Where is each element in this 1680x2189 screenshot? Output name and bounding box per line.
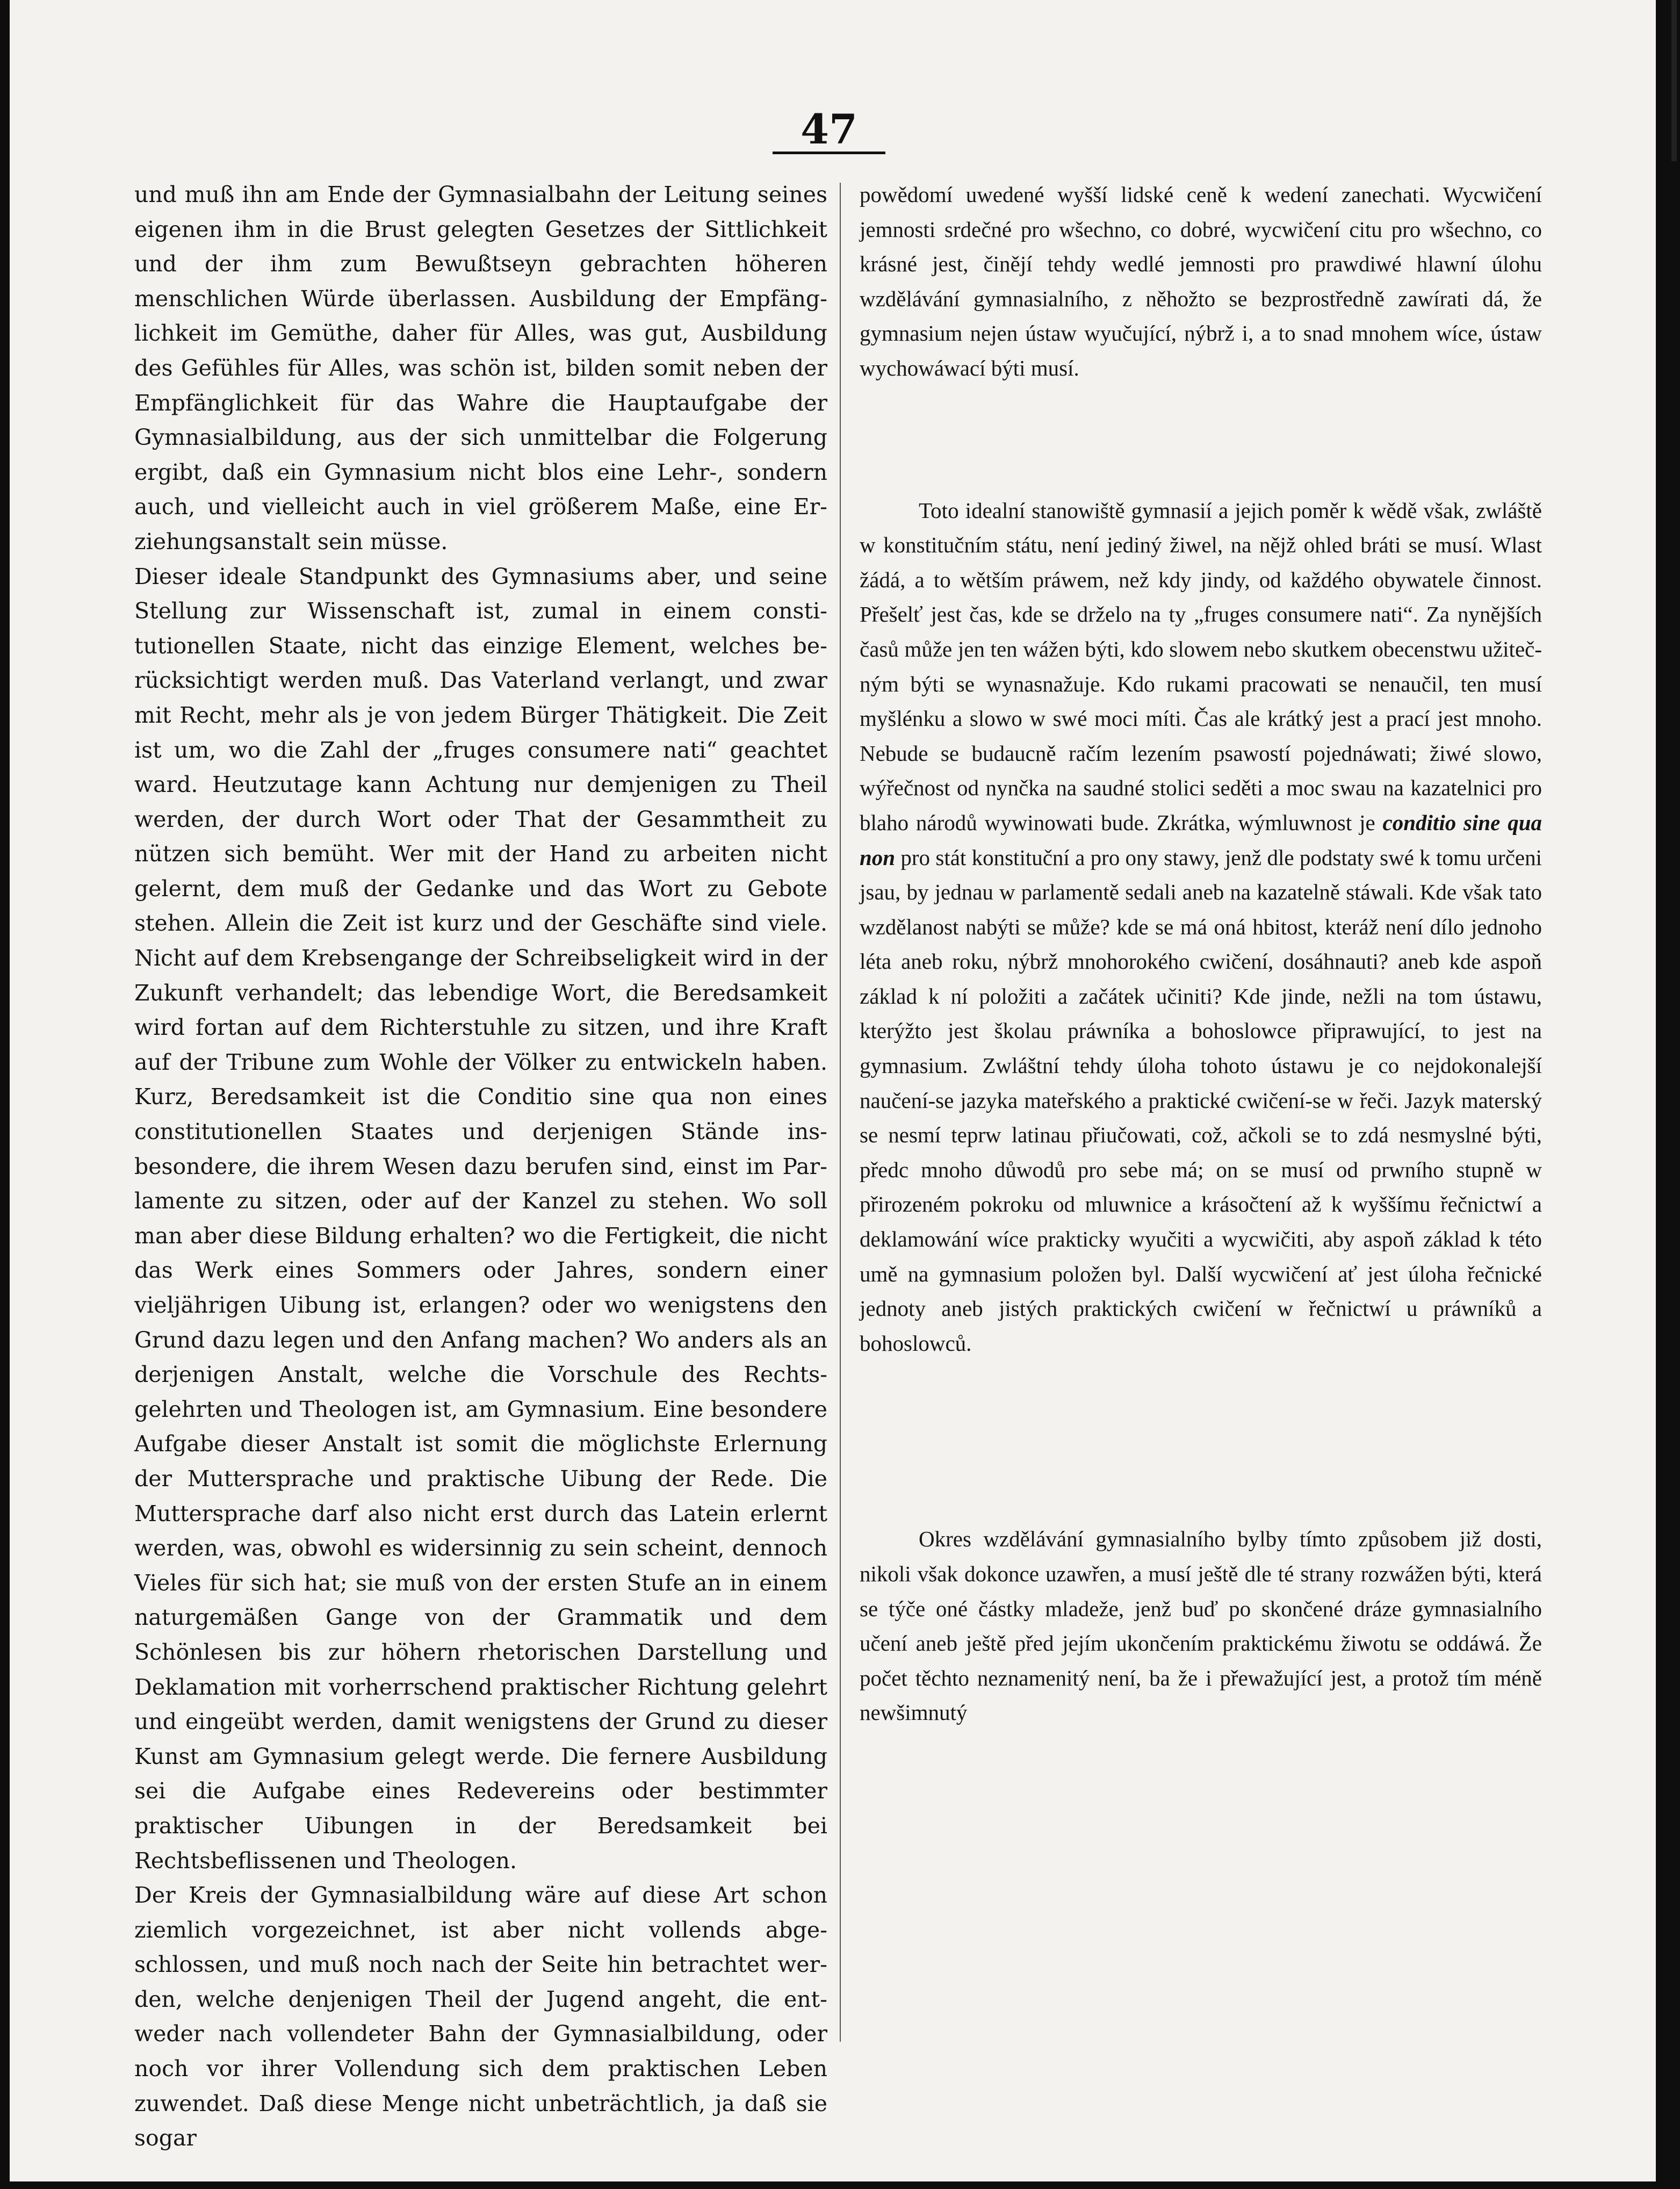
- czech-paragraph-2-part-a: Toto idealní stanowiště gymnasií a jejich poměr k wědě však, zwláště w konstitučním státu, není jediný žiwel, na nějž ohled bráti se musí. Wlast žádá, a to wětším práwem, než kdy jindy, od každého obywatele činnost. Přešelť jest čas, kde se drželo na ty „fruges consumere nati“. Za nynějších časů může jen ten wážen býti, kdo slowem nebo skutkem obecenstwu užitečným býti se wynasnažuje. Kdo rukami pracowati se nenaučil, ten musí myšlénku a slowo w swé moci míti. Čas ale krátký jest a prací jest mnoho. Nebude se budaucně račím lezením psawostí pojednáwati; žiwé slowo, wýřečnost od nynčka na saudné stolici seděti a moc swau na kazatelnici pro blaho národů wywinowati bude. Zkrátka, wýmluwnost je: [860, 498, 1542, 835]
- left-column-german: [134, 177, 827, 2156]
- czech-paragraph-2-part-b: pro stát konstituční a pro ony stawy, jenž dle podstaty swé k tomu určeni jsau, by jednau w parlamentě sedali aneb na kazatelně stáwali. Kde však tato wzdělanost nabýti se může? kde se má oná hbitost, kteráž není dílo jednoho léta aneb roku, nýbrž mnohorokého cwičení, dosáhnauti? aneb kde aspoň základ k ní položiti a začátek učiniti? Kde jinde, nežli na tom ústawu, kterýžto jest školau práwníka a bohoslowce připrawující, to jest na gymnasium. Zwláštní tehdy úloha tohoto ústawu je co nejdokonalejší naučení-se jazyka mateřského a praktické cwičení-se w řeči. Jazyk materský se nesmí teprw latinau přiučowati, což, ačkoli se to zdá nesmyslné býti, předc mnoho důwodů pro sebe má; on se musí od prwního stupně w přirozeném pokroku od mluwnice a krásočtení až k wyššímu řečnictwí a deklamowání wíce prakticky wyučiti a wycwičiti, aby aspoň základ k této umě na gymnasium položen byl. Další wycwičení ať jest úloha řečnické jednoty aneb jistých praktických cwičení w řečnictwí u práwníků a bohoslowců.: [860, 845, 1542, 1356]
- czech-paragraph-3: Okres wzdělávání gymnasialního bylby tímto způsobem již dosti, nikoli však dokonce uzawřen, a musí ještě dle té strany rozwážen býti, která se týče oné částky mladeže, jenž buď po skončené dráze gymnasialního učení aneb ještě před jejím ukončením praktickému žiwotu se oddáwá. Že počet těchto neznamenitý není, ba že i přewažující jest, a protož tím méně newšimnutý: [860, 1526, 1542, 1725]
- page-sheet: [10, 0, 1656, 2181]
- german-paragraph-2: Dieser ideale Standpunkt des Gymnasiums aber, und seine Stellung zur Wissenschaft ist, zumal in einem constitutionellen Staate, nicht das einzige Element, welches berücksichtigt werden muß. Das Vaterland verlangt, und zwar mit Recht, mehr als je von jedem Bürger Thätigkeit. Die Zeit ist um, wo die Zahl der „fruges consumere nati“ geachtet ward. Heutzutage kann Achtung nur demjenigen zu Theil werden, der durch Wort oder That der Gesammtheit zu nützen sich bemüht. Wer mit der Hand zu arbeiten nicht gelernt, dem muß der Gedanke und das Wort zu Gebote stehen. Allein die Zeit ist kurz und der Geschäfte sind viele. Nicht auf dem Krebsengange der Schreibseligkeit wird in der Zukunft verhandelt; das lebendige Wort, die Beredsamkeit wird fortan auf dem Richterstuhle zu sitzen, und ihre Kraft auf der Tribune zum Wohle der Völker zu entwickeln haben. Kurz, Beredsamkeit ist die Conditio sine qua non eines constitutionellen Staates und derjenigen Stände insbesondere, die ihrem Wesen dazu berufen sind, einst im Parlamente zu sitzen, oder auf der Kanzel zu stehen. Wo soll man aber diese Bildung erhalten? wo die Fertigkeit, die nicht das Werk eines Sommers oder Jahres, sondern einer vieljährigen Uibung ist, erlangen? oder wo wenigstens den Grund dazu legen und den Anfang machen? Wo anders als an derjenigen Anstalt, welche die Vorschule des Rechtsgelehrten und Theologen ist, am Gymnasium. Eine besondere Aufgabe dieser Anstalt ist somit die möglichste Erlernung der Muttersprache und praktische Uibung der Rede. Die Muttersprache darf also nicht erst durch das Latein erlernt werden, was, obwohl es widersinnig zu sein scheint, dennoch Vieles für sich hat; sie muß von der ersten Stufe an in einem naturgemäßen Gange von der Grammatik und dem Schönlesen bis zur höhern rhetorischen Darstellung und Deklamation mit vorherrschend praktischer Richtung gelehrt und eingeübt werden, damit wenigstens der Grund zu dieser Kunst am Gymnasium gelegt werde. Die fernere Ausbildung sei die Aufgabe eines Redevereins oder bestimmter praktischer Uibungen in der Beredsamkeit bei Rechtsbeflissenen und Theologen.: [134, 563, 827, 1874]
- right-column-czech: [860, 177, 1542, 1730]
- page-number: 47: [773, 107, 885, 154]
- german-paragraph-1: und muß ihn am Ende der Gymnasialbahn der Leitung seines eigenen ihm in die Brust gelegten Gesetzes der Sittlichkeit und der ihm zum Bewußtseyn gebrachten höheren menschlichen Würde überlassen. Ausbildung der Empfänglichkeit im Gemüthe, daher für Alles, was gut, Ausbildung des Gefühles für Alles, was schön ist, bilden somit neben der Empfänglichkeit für das Wahre die Hauptaufgabe der Gymnasialbildung, aus der sich unmittelbar die Folgerung ergibt, daß ein Gymnasium nicht blos eine Lehr-, sondern auch, und vielleicht auch in viel größerem Maße, eine Erziehungsanstalt sein müsse.: [134, 182, 827, 555]
- latin-phrase: conditio sine qua non: [860, 810, 1542, 870]
- column-divider: [840, 183, 841, 2042]
- german-paragraph-3: Der Kreis der Gymnasialbildung wäre auf diese Art schon ziemlich vorgezeichnet, ist aber nicht vollends abgeschlossen, und muß noch nach der Seite hin betrachtet werden, welche denjenigen Theil der Jugend angeht, die entweder nach vollendeter Bahn der Gymnasialbildung, oder noch vor ihrer Vollendung sich dem praktischen Leben zuwendet. Daß diese Menge nicht unbeträchtlich, ja daß sie sogar: [134, 1882, 827, 2151]
- czech-paragraph-1: powědomí uwedené wyšší lidské ceně k wedení zanechati. Wycwičení jemnosti srdečné pro wšechno, co dobré, wycwičení citu pro wšechno, co krásné jest, činějí tehdy wedlé jemnosti pro prawdiwé hlawní úlohu wzdělávání gymnasialního, z něhožto se bezprostředně zawírati dá, že gymnasium nejen ústaw wyučující, nýbrž i, a to snad mnohem wíce, ústaw wychowáwací býti musí.: [860, 182, 1542, 380]
- czech-paragraph-2: [860, 493, 1542, 1361]
- scan-edge: [1671, 0, 1677, 161]
